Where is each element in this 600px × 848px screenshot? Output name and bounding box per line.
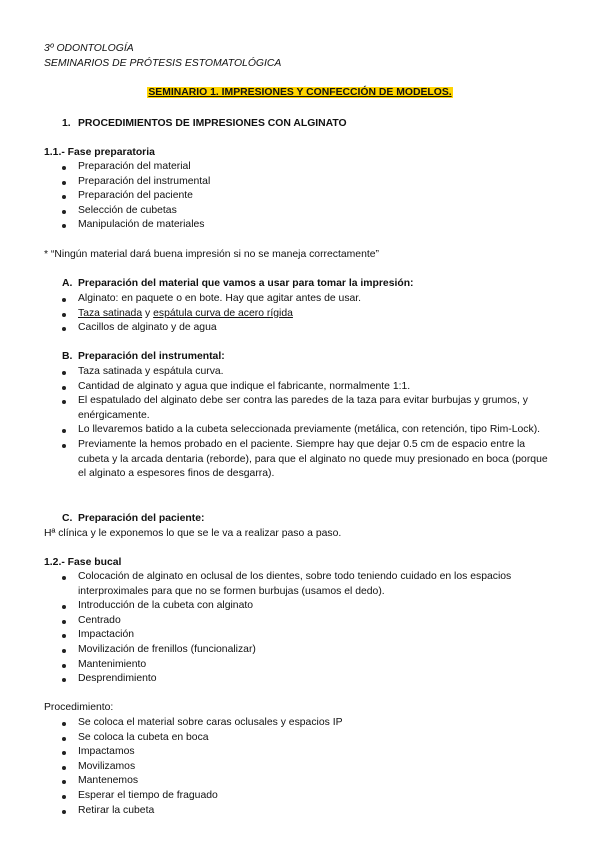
sub-a-heading — [62, 277, 414, 292]
connector-text: y — [142, 307, 154, 319]
sub-a-list — [0, 292, 600, 336]
espatula-text: espátula curva de acero rígida — [153, 307, 293, 319]
sub-c-heading — [62, 512, 204, 527]
title-block — [0, 86, 600, 101]
header-subject: SEMINARIOS DE PRÓTESIS ESTOMATOLÓGICA — [44, 58, 282, 69]
list-item: Retirar la cubeta — [0, 804, 600, 819]
list-item: El espatulado del alginato debe ser contra las paredes de la taza para evitar burbujas y grumos, y enérgicamente. — [0, 394, 600, 423]
list-item: Preparación del instrumental — [0, 175, 600, 190]
list-item: Impactamos — [0, 745, 600, 760]
fase-preparatoria-heading: 1.1.- Fase preparatoria — [44, 147, 155, 158]
list-item: Lo llevaremos batido a la cubeta seleccionada previamente (metálica, con retención, tipo Rim-Lock). — [0, 423, 600, 438]
sub-b-label: Preparación del instrumental: — [78, 351, 225, 362]
list-item: Taza satinada y espátula curva. — [0, 365, 600, 380]
document-title: SEMINARIO 1. IMPRESIONES Y CONFECCIÓN DE MODELOS. — [148, 87, 452, 98]
list-item: Selección de cubetas — [0, 204, 600, 219]
section-1-label: PROCEDIMIENTOS DE IMPRESIONES CON ALGINATO — [78, 118, 347, 129]
sub-b-list — [0, 365, 600, 482]
sub-c-text: Hª clínica y le exponemos lo que se le va a realizar paso a paso. — [44, 528, 342, 539]
section-1-heading — [62, 117, 347, 132]
taza-satinada-text: Taza satinada — [78, 307, 143, 319]
fase-preparatoria-list — [0, 160, 600, 233]
list-item — [0, 307, 600, 322]
sub-b-number: B. — [62, 351, 73, 362]
list-item: Mantenemos — [0, 774, 600, 789]
sub-c-number: C. — [62, 513, 73, 524]
header-course: 3º ODONTOLOGÍA — [44, 43, 134, 54]
sub-b-heading — [62, 350, 225, 365]
list-item: Centrado — [0, 614, 600, 629]
list-item: Esperar el tiempo de fraguado — [0, 789, 600, 804]
section-1-number: 1. — [62, 118, 71, 129]
procedimiento-heading: Procedimiento: — [44, 702, 114, 713]
list-item: Alginato: en paquete o en bote. Hay que agitar antes de usar. — [0, 292, 600, 307]
sub-a-number: A. — [62, 278, 73, 289]
fase-bucal-list — [0, 570, 600, 687]
list-item: Manipulación de materiales — [0, 218, 600, 233]
list-item: Introducción de la cubeta con alginato — [0, 599, 600, 614]
sub-c-label: Preparación del paciente: — [78, 513, 205, 524]
list-item: Preparación del paciente — [0, 189, 600, 204]
list-item: Movilizamos — [0, 760, 600, 775]
list-item: Impactación — [0, 628, 600, 643]
list-item: Se coloca la cubeta en boca — [0, 731, 600, 746]
list-item: Colocación de alginato en oclusal de los dientes, sobre todo teniendo cuidado en los espacios interproximales para que no se formen burbujas (usamos el dedo). — [0, 570, 600, 599]
procedimiento-list — [0, 716, 600, 818]
list-item: Se coloca el material sobre caras oclusales y espacios IP — [0, 716, 600, 731]
list-item: Cantidad de alginato y agua que indique el fabricante, normalmente 1:1. — [0, 380, 600, 395]
sub-a-label: Preparación del material que vamos a usar para tomar la impresión: — [78, 278, 414, 289]
note-text: * “Ningún material dará buena impresión si no se maneja correctamente” — [44, 249, 379, 260]
list-item: Desprendimiento — [0, 672, 600, 687]
fase-bucal-heading: 1.2.- Fase bucal — [44, 557, 122, 568]
list-item: Previamente la hemos probado en el paciente. Siempre hay que dejar 0.5 cm de espacio entre la cubeta y la arcada dentaria (reborde), para que el alginato no quede muy presionado en boca (porque el alginato a espesores finos de desgarra). — [0, 438, 600, 482]
list-item: Mantenimiento — [0, 658, 600, 673]
list-item: Movilización de frenillos (funcionalizar) — [0, 643, 600, 658]
list-item: Cacillos de alginato y de agua — [0, 321, 600, 336]
list-item: Preparación del material — [0, 160, 600, 175]
